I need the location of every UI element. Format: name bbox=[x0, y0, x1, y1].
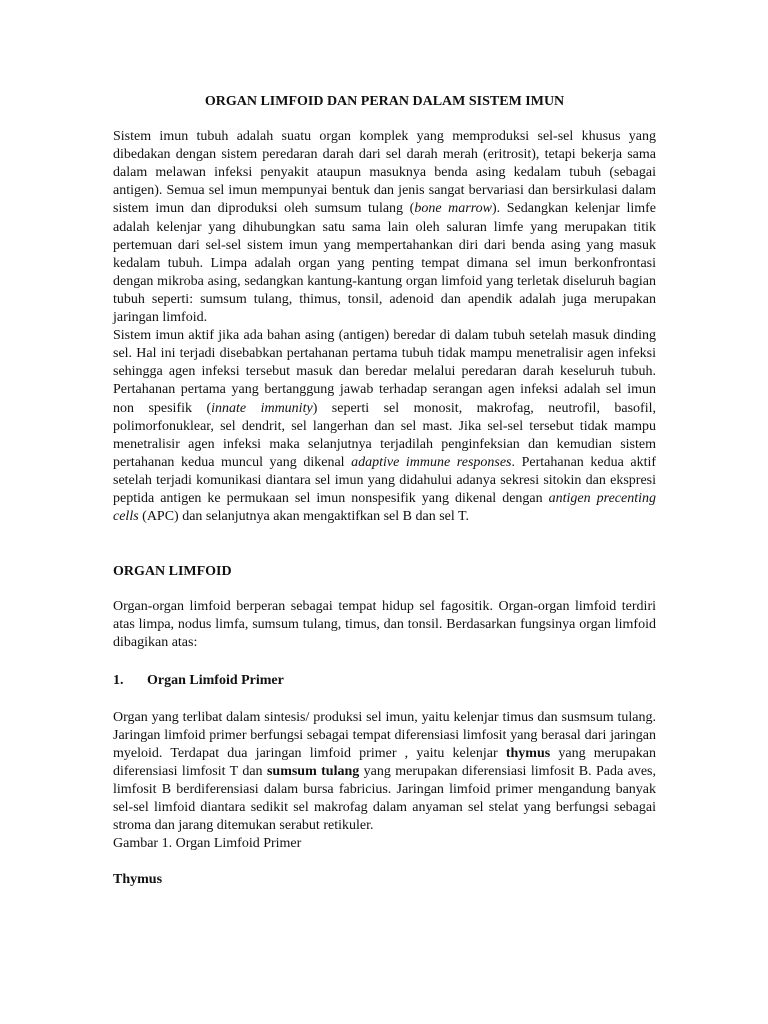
bold-term: sumsum tulang bbox=[266, 763, 360, 779]
numbered-heading bbox=[113, 672, 656, 690]
text-run: . Pertahanan kedua aktif setelah terjadi komunikasi diantara sel imun yang didahului adanya sekresi sitokin dan ekspresi peptida antigen ke permukaan sel imun nonspesifik yang dikenal dengan bbox=[113, 454, 657, 506]
italic-term: adaptive immune responses bbox=[351, 454, 512, 470]
heading-label: Organ Limfoid Primer bbox=[147, 672, 284, 688]
section-heading: ORGAN LIMFOID bbox=[113, 564, 232, 580]
heading-number: 1. bbox=[113, 672, 124, 688]
paragraph-intro bbox=[113, 128, 656, 327]
text-run: (APC) dan selanjutnya akan mengaktifkan sel B dan sel T. bbox=[138, 509, 470, 525]
figure-caption: Gambar 1. Organ Limfoid Primer bbox=[113, 836, 302, 852]
subheading: Thymus bbox=[113, 872, 163, 888]
text-run: Organ yang terlibat dalam sintesis/ produksi sel imun, yaitu kelenjar timus dan susmsum tulang. Jaringan limfoid primer berfungsi sebagai tempat diferensiasi limfosit yang berasal dari jaringan myeloid. Terdapat dua jaringan limfoid primer , yaitu kelenjar bbox=[113, 709, 656, 761]
document-body bbox=[113, 93, 656, 889]
document-title: ORGAN LIMFOID DAN PERAN DALAM SISTEM IMUN bbox=[204, 94, 565, 109]
text-run: Sistem imun aktif jika ada bahan asing (antigen) beredar di dalam tubuh setelah masuk dinding sel. Hal ini terjadi disebabkan pertahanan pertama tubuh tidak mampu menetralisir agen infeksi sehingga agen infeksi tersebut masuk dan beredar melalui peredaran darah keseluruh tubuh. Pertahanan pertama yang bertanggung jawab terhadap serangan agen infeksi adalah sel imun non spesifik ( bbox=[113, 328, 656, 416]
text-run: yang merupakan diferensiasi limfosit B. Pada aves, limfosit B berdiferensiasi dalam bursa fabricius. Jaringan limfoid primer mengandung banyak sel-sel limfoid diantara sedikit sel makrofag dalam anyaman sel stelat yang berfungsi sebagai stroma dan jarang ditemukan serabut retikuler. bbox=[113, 763, 656, 834]
paragraph-immune-response bbox=[113, 327, 656, 526]
text-run: yang merupakan diferensiasi limfosit T dan bbox=[113, 745, 656, 779]
section-intro-paragraph: Organ-organ limfoid berperan sebagai tempat hidup sel fagositik. Organ-organ limfoid terdiri atas limpa, nodus limfa, sumsum tulang, timus, dan tonsil. Berdasarkan fungsinya organ limfoid dibagikan atas: bbox=[113, 599, 656, 651]
italic-term: bone marrow bbox=[414, 201, 492, 217]
text-run: Sistem imun tubuh adalah suatu organ komplek yang memproduksi sel-sel khusus yang dibedakan dengan sistem peredaran darah dari sel darah merah (eritrosit), tetapi bekerja sama dalam melawan infeksi penyakit ataupun masuknya benda asing kedalam tubuh (sebagai antigen). Semua sel imun mempunyai bentuk dan jenis sangat bervariasi dan bersirkulasi dalam sistem imun dan diproduksi oleh sumsum tulang ( bbox=[113, 129, 656, 217]
text-run: ) seperti sel monosit, makrofag, neutrofil, basofil, polimorfonuklear, sel dendrit, sel langerhan dan sel mast. Jika sel-sel tersebut tidak mampu menetralisir agen infeksi maka selanjutnya terjadilah penginfeksian dan kemudian sistem pertahanan kedua muncul yang dikenal bbox=[113, 400, 656, 470]
italic-term: innate immunity bbox=[211, 400, 313, 416]
bold-term: thymus bbox=[505, 745, 551, 761]
italic-term: antigen precenting cells bbox=[113, 490, 656, 525]
paragraph-primary-organ bbox=[113, 709, 656, 836]
text-run: ). Sedangkan kelenjar limfe adalah kelenjar yang dihubungkan satu sama lain oleh saluran limfe yang merupakan titik pertemuan dari sel-sel sistem imun yang mempertahankan diri dari benda asing yang masuk kedalam tubuh. Limpa adalah organ yang penting tempat dimana sel imun berkonfrontasi dengan mikroba asing, sedangkan kantung-kantung organ limfoid yang terletak diseluruh bagian tubuh seperti: sumsum tulang, thimus, tonsil, adenoid dan apendik adalah juga merupakan jaringan limfoid. bbox=[113, 201, 657, 326]
